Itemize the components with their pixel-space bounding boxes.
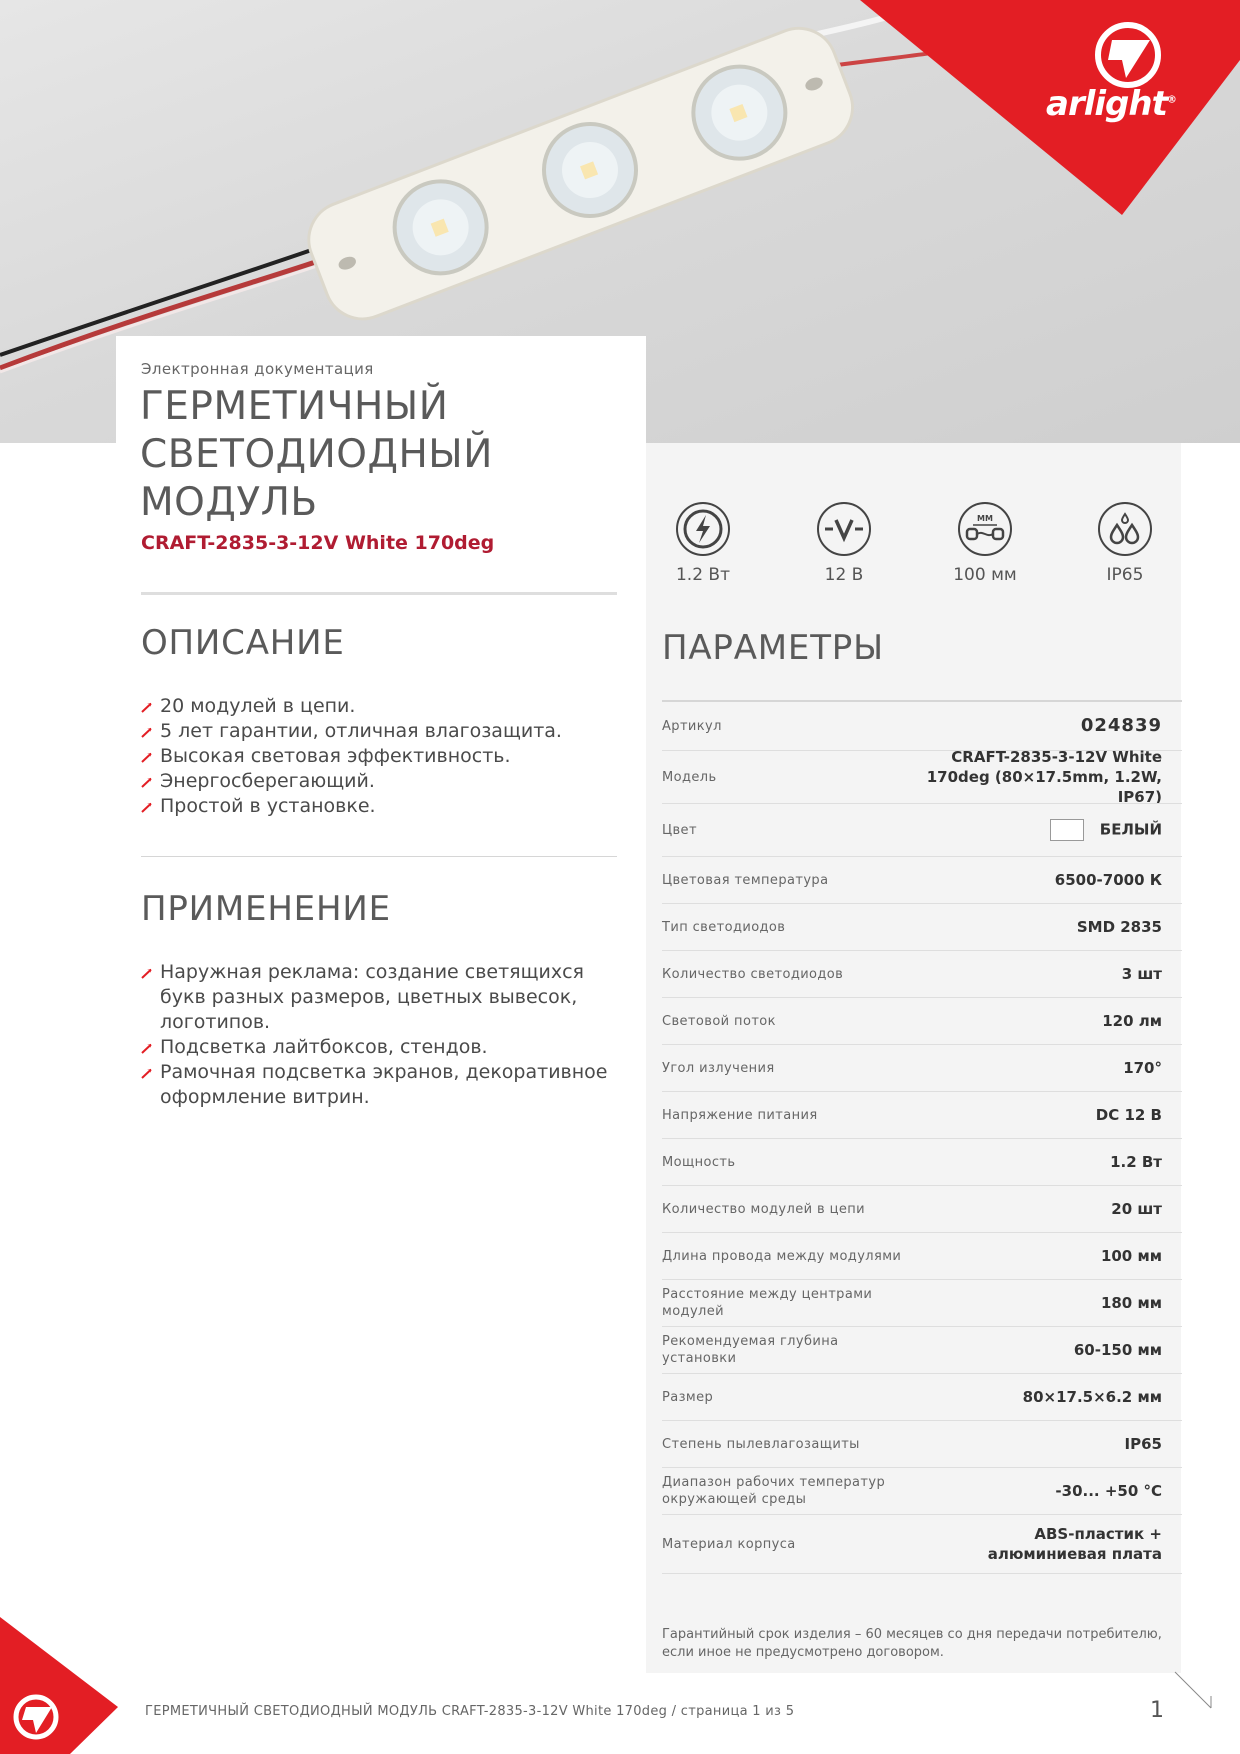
param-label: Степень пылевлагозащиты — [662, 1436, 860, 1452]
footer-brand-corner — [0, 1617, 118, 1754]
application-list — [141, 960, 611, 1110]
param-value: DC 12 В — [1095, 1106, 1162, 1124]
description-heading: ОПИСАНИЕ — [141, 623, 345, 663]
list-item-text: Подсветка лайтбоксов, стендов. — [160, 1036, 488, 1058]
page-title: ГЕРМЕТИЧНЫЙ СВЕТОДИОДНЫЙ МОДУЛЬ — [140, 384, 493, 525]
list-item — [141, 1060, 611, 1110]
list-item-text: Рамочная подсветка экранов, декоративное оформление витрин. — [160, 1061, 608, 1108]
doc-label: Электронная документация — [141, 360, 374, 378]
param-row — [662, 903, 1182, 950]
param-label: Мощность — [662, 1154, 736, 1170]
quick-spec-label: 12 В — [824, 565, 864, 585]
color-swatch — [1050, 819, 1084, 841]
divider — [141, 592, 617, 595]
voltage-icon — [816, 501, 872, 557]
param-row — [662, 1185, 1182, 1232]
list-item-text: Энергосберегающий. — [160, 770, 375, 792]
quick-spec-voltage — [799, 501, 889, 585]
description-list — [141, 694, 611, 819]
list-item-text: Простой в установке. — [160, 795, 376, 817]
page-corner-mark — [1173, 1670, 1213, 1710]
list-item — [141, 960, 611, 1035]
param-value: 120 лм — [1102, 1012, 1162, 1030]
param-row — [662, 1467, 1182, 1514]
bullet-arrow-icon — [141, 752, 152, 763]
param-label: Количество светодиодов — [662, 966, 844, 982]
param-value: ABS-пластик + алюминиевая плата — [987, 1525, 1162, 1563]
bullet-arrow-icon — [141, 727, 152, 738]
quick-spec-ip — [1080, 501, 1170, 585]
param-label: Размер — [662, 1389, 714, 1405]
model-subtitle: CRAFT-2835-3-12V White 170deg — [141, 532, 495, 554]
bullet-arrow-icon — [141, 702, 152, 713]
bullet-arrow-icon — [141, 777, 152, 788]
list-item-text: 20 модулей в цепи. — [160, 695, 356, 717]
param-label: Световой поток — [662, 1013, 776, 1029]
brand-logo: arlight® — [1046, 84, 1176, 124]
list-item — [141, 694, 611, 719]
param-row — [662, 1373, 1182, 1420]
param-label: Количество модулей в цепи — [662, 1201, 866, 1217]
page-number: 1 — [1150, 1698, 1164, 1723]
param-label: Длина провода между модулями — [662, 1248, 902, 1264]
param-value: 20 шт — [1111, 1200, 1162, 1218]
param-row-article — [662, 700, 1182, 750]
water-drops-icon — [1097, 501, 1153, 557]
param-row — [662, 1514, 1182, 1574]
quick-spec-label: 100 мм — [953, 565, 1017, 585]
param-label: Цветовая температура — [662, 872, 829, 888]
param-row — [662, 1279, 1182, 1326]
list-item — [141, 1035, 611, 1060]
divider — [141, 856, 617, 857]
param-value: 80×17.5×6.2 мм — [1022, 1388, 1162, 1406]
parameters-table — [662, 700, 1182, 1574]
list-item — [141, 794, 611, 819]
param-row-model — [662, 748, 1182, 806]
param-value: 170° — [1123, 1059, 1162, 1077]
list-item — [141, 744, 611, 769]
param-row — [662, 1232, 1182, 1279]
param-label: Артикул — [662, 718, 722, 734]
param-value: 6500-7000 К — [1054, 871, 1162, 889]
color-name: БЕЛЫЙ — [1099, 820, 1162, 839]
param-value: 1.2 Вт — [1110, 1153, 1162, 1171]
quick-spec-power — [658, 501, 748, 585]
param-value — [1050, 819, 1182, 841]
param-row — [662, 1044, 1182, 1091]
param-label: Угол излучения — [662, 1060, 775, 1076]
param-value: CRAFT-2835-3-12V White 170deg (80×17.5mm, 1.2W, IP67) — [926, 748, 1162, 806]
quick-spec-label: IP65 — [1106, 565, 1144, 585]
param-label: Цвет — [662, 822, 697, 838]
param-value: 180 мм — [1100, 1294, 1162, 1312]
param-label: Напряжение питания — [662, 1107, 818, 1123]
param-row — [662, 997, 1182, 1044]
param-value: 3 шт — [1121, 965, 1162, 983]
param-value: SMD 2835 — [1076, 918, 1162, 936]
param-row — [662, 950, 1182, 997]
list-item-text: Наружная реклама: создание светящихся букв разных размеров, цветных вывесок, логотипов. — [160, 961, 584, 1033]
param-label: Материал корпуса — [662, 1536, 796, 1552]
param-value: 024839 — [1080, 715, 1162, 736]
param-label: Диапазон рабочих температур окружающей среды — [662, 1475, 886, 1507]
param-value: 60-150 мм — [1073, 1341, 1162, 1359]
param-label: Модель — [662, 769, 717, 785]
param-row — [662, 1138, 1182, 1185]
param-row — [662, 856, 1182, 903]
list-item-text: Высокая световая эффективность. — [160, 745, 511, 767]
parameters-heading: ПАРАМЕТРЫ — [662, 628, 884, 668]
param-row-color — [662, 803, 1182, 856]
list-item-text: 5 лет гарантии, отличная влагозащита. — [160, 720, 562, 742]
param-row — [662, 1326, 1182, 1373]
footer-text: ГЕРМЕТИЧНЫЙ СВЕТОДИОДНЫЙ МОДУЛЬ CRAFT-2835-3-12V White 170deg / страница 1 из 5 — [145, 1704, 795, 1719]
svg-text:MM: MM — [977, 514, 993, 523]
quick-spec-label: 1.2 Вт — [675, 565, 730, 585]
wire-length-icon — [957, 501, 1013, 557]
warranty-note: Гарантийный срок изделия – 60 месяцев со дня передачи потребителю, если иное не предусмотрено договором. — [662, 1627, 1162, 1660]
param-label: Расстояние между центрами модулей — [662, 1287, 873, 1319]
param-value: 100 мм — [1100, 1247, 1162, 1265]
bullet-arrow-icon — [141, 802, 152, 813]
application-heading: ПРИМЕНЕНИЕ — [141, 889, 391, 929]
list-item — [141, 719, 611, 744]
list-item — [141, 769, 611, 794]
power-icon — [675, 501, 731, 557]
param-label: Рекомендуемая глубина установки — [662, 1334, 839, 1366]
bullet-arrow-icon — [141, 1068, 152, 1079]
bullet-arrow-icon — [141, 968, 152, 979]
param-label: Тип светодиодов — [662, 919, 786, 935]
param-row — [662, 1091, 1182, 1138]
param-row — [662, 1420, 1182, 1467]
bullet-arrow-icon — [141, 1043, 152, 1054]
quick-spec-wire-length — [940, 501, 1030, 585]
param-value: -30... +50 °С — [1055, 1482, 1162, 1500]
param-value: IP65 — [1124, 1435, 1162, 1453]
